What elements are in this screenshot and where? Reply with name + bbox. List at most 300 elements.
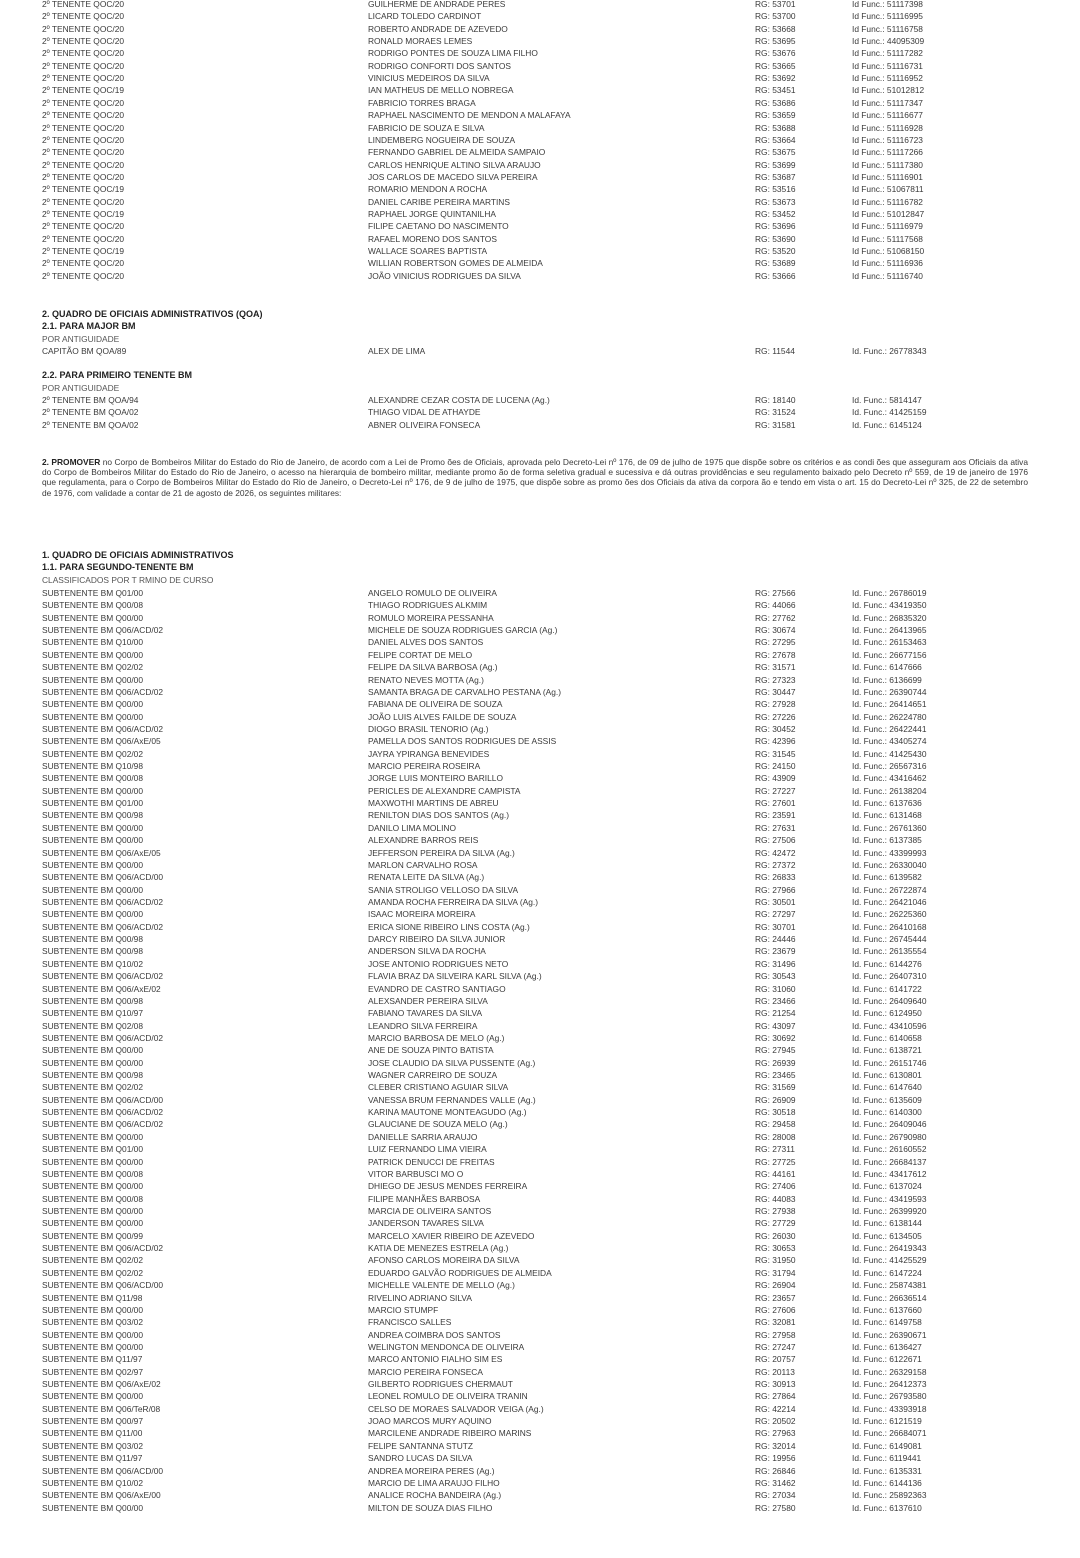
rg-cell: RG: 27928: [755, 699, 796, 710]
rank-cell: SUBTENENTE BM Q02/02: [42, 1255, 143, 1266]
rg-cell: RG: 53699: [755, 159, 796, 170]
rank-cell: 2º TENENTE QOC/20: [42, 0, 125, 9]
table-row: [0, 1032, 1080, 1044]
name-cell: RIVELINO ADRIANO SILVA: [368, 1292, 472, 1303]
id-func-cell: Id. Func.: 6136427: [852, 1341, 922, 1352]
table-row: [0, 723, 1080, 735]
rank-cell: SUBTENENTE BM Q00/00: [42, 1156, 143, 1167]
rank-cell: SUBTENENTE BM Q06/AxE/05: [42, 736, 161, 747]
rank-cell: SUBTENENTE BM Q01/00: [42, 798, 143, 809]
table-row: [0, 1292, 1080, 1304]
name-cell: AFONSO CARLOS MOREIRA DA SILVA: [368, 1255, 520, 1266]
name-cell: MARCO ANTONIO FIALHO SIM ES: [368, 1354, 503, 1365]
rg-cell: RG: 27247: [755, 1341, 796, 1352]
rg-cell: RG: 53666: [755, 270, 796, 281]
id-func-cell: Id Func.: 51116901: [852, 171, 923, 182]
table-row: [0, 1106, 1080, 1118]
name-cell: FILIPE MANHÃES BARBOSA: [368, 1193, 481, 1204]
id-func-cell: Id Func.: 51117380: [852, 159, 923, 170]
rank-cell: SUBTENENTE BM Q06/TeR/08: [42, 1403, 161, 1414]
id-func-cell: Id. Func.: 6141722: [852, 983, 922, 994]
table-row: [0, 1465, 1080, 1477]
rank-cell: SUBTENENTE BM Q10/98: [42, 761, 143, 772]
rg-cell: RG: 27725: [755, 1156, 796, 1167]
name-cell: ANDREA COIMBRA DOS SANTOS: [368, 1329, 501, 1340]
rank-cell: 2º TENENTE BM QOA/94: [42, 395, 139, 405]
id-func-cell: Id. Func.: 6135331: [852, 1465, 922, 1476]
rg-cell: RG: 27406: [755, 1181, 796, 1192]
rg-cell: RG: 27580: [755, 1502, 796, 1513]
name-cell: DIOGO BRASIL TENORIO (Ag.): [368, 723, 489, 734]
id-func-cell: Id. Func.: 26684071: [852, 1428, 927, 1439]
rg-cell: RG: 26939: [755, 1057, 796, 1068]
id-func-cell: Id. Func.: 26677156: [852, 649, 927, 660]
id-func-cell: Id. Func.: 6135609: [852, 1094, 922, 1105]
rank-cell: SUBTENENTE BM Q00/08: [42, 1168, 143, 1179]
rg-cell: RG: 23679: [755, 946, 796, 957]
table-row: [0, 822, 1080, 834]
name-cell: MARLON CARVALHO ROSA: [368, 859, 478, 870]
id-func-cell: Id. Func.: 41425159: [852, 407, 927, 418]
rank-cell: SUBTENENTE BM Q06/ACD/02: [42, 921, 164, 932]
rg-cell: RG: 27566: [755, 588, 796, 598]
table-row: [0, 0, 1080, 10]
table-row: [0, 146, 1080, 158]
id-func-cell: Id Func.: 51117282: [852, 48, 923, 59]
name-cell: RONALD MORAES LEMES: [368, 36, 473, 47]
table-row: [0, 661, 1080, 673]
id-func-cell: Id. Func.: 6147666: [852, 662, 922, 673]
id-func-cell: Id. Func.: 26745444: [852, 934, 927, 945]
rank-cell: SUBTENENTE BM Q00/98: [42, 934, 143, 945]
rank-cell: SUBTENENTE BM Q00/98: [42, 810, 143, 821]
id-func-cell: Id. Func.: 6137636: [852, 798, 922, 809]
rg-cell: RG: 42472: [755, 847, 796, 858]
rank-cell: 2º TENENTE QOC/20: [42, 147, 125, 158]
table-row: [0, 834, 1080, 846]
rg-cell: RG: 26030: [755, 1230, 796, 1241]
name-cell: ROMARIO MENDON A ROCHA: [368, 184, 488, 195]
name-cell: MARCELO XAVIER RIBEIRO DE AZEVEDO: [368, 1230, 535, 1241]
table-row: [0, 1242, 1080, 1254]
rank-cell: 2º TENENTE QOC/19: [42, 246, 125, 256]
rank-cell: 2º TENENTE QOC/20: [42, 270, 125, 281]
rank-cell: SUBTENENTE BM Q00/00: [42, 859, 143, 870]
name-cell: ALEX DE LIMA: [368, 346, 426, 356]
name-cell: DANILO LIMA MOLINO: [368, 822, 456, 833]
table-row: [0, 884, 1080, 896]
table-row: [0, 1304, 1080, 1316]
id-func-cell: Id Func.: 51117266: [852, 147, 923, 158]
rank-cell: SUBTENENTE BM Q10/00: [42, 637, 143, 648]
name-cell: IAN MATHEUS DE MELLO NOBREGA: [368, 85, 514, 96]
rank-cell: SUBTENENTE BM Q06/ACD/02: [42, 723, 164, 734]
subsection-heading-second-lieutenant: 1.1. PARA SEGUNDO-TENENTE BM: [42, 562, 194, 572]
name-cell: CELSO DE MORAES SALVADOR VEIGA (Ag.): [368, 1403, 544, 1414]
id-func-cell: Id. Func.: 26399920: [852, 1206, 927, 1216]
name-cell: DHIEGO DE JESUS MENDES FERREIRA: [368, 1181, 528, 1192]
rg-cell: RG: 27945: [755, 1045, 796, 1056]
rank-cell: 2º TENENTE QOC/20: [42, 258, 125, 269]
rg-cell: RG: 20502: [755, 1416, 796, 1427]
id-func-cell: Id Func.: 51117398: [852, 0, 923, 9]
rg-cell: RG: 44161: [755, 1168, 796, 1179]
table-row: [0, 674, 1080, 686]
id-func-cell: Id. Func.: 26153463: [852, 637, 927, 648]
table-row: [0, 406, 1080, 418]
id-func-cell: Id. Func.: 26410168: [852, 921, 927, 932]
table-row: [0, 1094, 1080, 1106]
rank-cell: SUBTENENTE BM Q00/00: [42, 1206, 143, 1216]
rg-cell: RG: 30452: [755, 723, 796, 734]
id-func-cell: Id Func.: 51116936: [852, 258, 923, 269]
name-cell: JANDERSON TAVARES SILVA: [368, 1218, 484, 1229]
rank-cell: SUBTENENTE BM Q00/00: [42, 909, 143, 920]
rank-cell: 2º TENENTE QOC/20: [42, 233, 125, 244]
rg-cell: RG: 53452: [755, 208, 796, 219]
id-func-cell: Id. Func.: 26419343: [852, 1243, 927, 1254]
rg-cell: RG: 53692: [755, 73, 796, 84]
name-cell: MICHELLE VALENTE DE MELLO (Ag.): [368, 1280, 515, 1291]
rg-cell: RG: 28008: [755, 1131, 796, 1142]
id-func-cell: Id Func.: 51116677: [852, 110, 923, 121]
table-row: [0, 772, 1080, 784]
table-row: [0, 1118, 1080, 1130]
name-cell: JAYRA YPIRANGA BENEVIDES: [368, 748, 490, 759]
rank-cell: SUBTENENTE BM Q02/97: [42, 1366, 143, 1377]
id-func-cell: Id Func.: 51012812: [852, 85, 925, 96]
name-cell: WALLACE SOARES BAPTISTA: [368, 246, 488, 256]
rank-cell: SUBTENENTE BM Q10/02: [42, 1477, 143, 1488]
id-func-cell: Id Func.: 51116723: [852, 134, 923, 145]
rank-cell: 2º TENENTE QOC/19: [42, 184, 125, 195]
name-cell: JORGE LUIS MONTEIRO BARILLO: [368, 773, 503, 784]
id-func-cell: Id Func.: 51117568: [852, 233, 923, 244]
id-func-cell: Id. Func.: 6137024: [852, 1181, 922, 1192]
name-cell: JOÃO VINICIUS RODRIGUES DA SILVA: [368, 270, 521, 281]
rank-cell: 2º TENENTE QOC/20: [42, 48, 125, 59]
id-func-cell: Id. Func.: 26409640: [852, 995, 927, 1006]
name-cell: LEONEL ROMULO DE OLIVEIRA TRANIN: [368, 1391, 528, 1402]
rank-cell: SUBTENENTE BM Q00/08: [42, 773, 143, 784]
rank-cell: SUBTENENTE BM Q06/ACD/02: [42, 686, 164, 697]
id-func-cell: Id. Func.: 6122671: [852, 1354, 922, 1365]
rank-cell: SUBTENENTE BM Q00/00: [42, 822, 143, 833]
table-row: [0, 1279, 1080, 1291]
rank-cell: 2º TENENTE QOC/20: [42, 97, 125, 108]
rank-cell: 2º TENENTE QOC/20: [42, 23, 125, 34]
rank-cell: 2º TENENTE QOC/20: [42, 122, 125, 133]
rank-cell: SUBTENENTE BM Q02/02: [42, 748, 143, 759]
table-row: [0, 1440, 1080, 1452]
table-row: [0, 1366, 1080, 1378]
id-func-cell: Id. Func.: 26684137: [852, 1156, 927, 1167]
rg-cell: RG: 31545: [755, 748, 796, 759]
id-func-cell: Id Func.: 44095309: [852, 36, 925, 47]
rg-cell: RG: 31060: [755, 983, 796, 994]
rank-cell: SUBTENENTE BM Q11/97: [42, 1354, 143, 1365]
table-row: [0, 958, 1080, 970]
rg-cell: RG: 53700: [755, 11, 796, 22]
id-func-cell: Id Func.: 51068150: [852, 246, 925, 256]
rank-cell: SUBTENENTE BM Q00/99: [42, 1230, 143, 1241]
table-row: [0, 970, 1080, 982]
name-cell: ALEXANDRE BARROS REIS: [368, 835, 479, 846]
table-row: [0, 896, 1080, 908]
id-func-cell: Id. Func.: 26329158: [852, 1366, 927, 1377]
id-func-cell: Id. Func.: 6136699: [852, 674, 922, 685]
name-cell: FRANCISCO SALLES: [368, 1317, 452, 1328]
table-row: [0, 196, 1080, 208]
name-cell: RODRIGO CONFORTI DOS SANTOS: [368, 60, 512, 71]
id-func-cell: Id. Func.: 26160552: [852, 1144, 927, 1155]
id-func-cell: Id. Func.: 26778343: [852, 346, 927, 356]
rg-cell: RG: 20757: [755, 1354, 796, 1365]
name-cell: ROMULO MOREIRA PESSANHA: [368, 612, 494, 623]
table-row: [0, 908, 1080, 920]
table-row: [0, 84, 1080, 96]
rank-cell: SUBTENENTE BM Q02/08: [42, 1020, 143, 1031]
name-cell: FELIPE CORTAT DE MELO: [368, 649, 473, 660]
rg-cell: RG: 24446: [755, 934, 796, 945]
id-func-cell: Id Func.: 51116995: [852, 11, 923, 22]
name-cell: MILTON DE SOUZA DIAS FILHO: [368, 1502, 493, 1513]
table-row: [0, 983, 1080, 995]
id-func-cell: Id. Func.: 26414651: [852, 699, 927, 710]
rank-cell: SUBTENENTE BM Q00/98: [42, 995, 143, 1006]
table-row: [0, 23, 1080, 35]
table-row: [0, 1168, 1080, 1180]
table-row: [0, 47, 1080, 59]
name-cell: VITOR BARBUSCI MO O: [368, 1168, 464, 1179]
rank-cell: 2º TENENTE QOC/20: [42, 196, 125, 207]
table-row: [0, 797, 1080, 809]
rg-cell: RG: 26846: [755, 1465, 796, 1476]
rg-cell: RG: 27311: [755, 1144, 795, 1155]
rg-cell: RG: 53664: [755, 134, 796, 145]
id-func-cell: Id. Func.: 41425529: [852, 1255, 927, 1266]
table-row: [0, 599, 1080, 611]
name-cell: CARLOS HENRIQUE ALTINO SILVA ARAUJO: [368, 159, 541, 170]
id-func-cell: Id. Func.: 26790980: [852, 1131, 927, 1142]
id-func-cell: Id. Func.: 41425430: [852, 748, 927, 759]
rg-cell: RG: 27295: [755, 637, 796, 648]
rank-cell: SUBTENENTE BM Q00/00: [42, 1329, 143, 1340]
rg-cell: RG: 30701: [755, 921, 796, 932]
rg-cell: RG: 21254: [755, 1008, 796, 1019]
rg-cell: RG: 53690: [755, 233, 796, 244]
id-func-cell: Id Func.: 51116928: [852, 122, 923, 133]
id-func-cell: Id. Func.: 6140658: [852, 1032, 922, 1043]
rank-cell: SUBTENENTE BM Q00/00: [42, 1045, 143, 1056]
rank-cell: 2º TENENTE QOC/20: [42, 60, 125, 71]
rank-cell: SUBTENENTE BM Q06/ACD/00: [42, 1094, 164, 1105]
name-cell: ERICA SIONE RIBEIRO LINS COSTA (Ag.): [368, 921, 530, 932]
table-row: [0, 649, 1080, 661]
rg-cell: RG: 27297: [755, 909, 796, 920]
table-row: [0, 245, 1080, 257]
name-cell: JOSE ANTONIO RODRIGUES NETO: [368, 958, 509, 969]
name-cell: RAPHAEL JORGE QUINTANILHA: [368, 208, 496, 219]
name-cell: VANESSA BRUM FERNANDES VALLE (Ag.): [368, 1094, 536, 1105]
id-func-cell: Id. Func.: 6145124: [852, 419, 922, 430]
rg-cell: RG: 31950: [755, 1255, 796, 1266]
name-cell: FLAVIA BRAZ DA SILVEIRA KARL SILVA (Ag.): [368, 971, 542, 982]
id-func-cell: Id. Func.: 26567316: [852, 761, 927, 772]
table-row: [0, 587, 1080, 599]
name-cell: FABIANA DE OLIVEIRA DE SOUZA: [368, 699, 503, 710]
name-cell: PAMELLA DOS SANTOS RODRIGUES DE ASSIS: [368, 736, 557, 747]
rank-cell: 2º TENENTE QOC/20: [42, 134, 125, 145]
rg-cell: RG: 27506: [755, 835, 796, 846]
rg-cell: RG: 27938: [755, 1206, 796, 1216]
rank-cell: SUBTENENTE BM Q11/00: [42, 1428, 143, 1439]
id-func-cell: Id. Func.: 6147224: [852, 1267, 922, 1278]
id-func-cell: Id. Func.: 6134505: [852, 1230, 922, 1241]
id-func-cell: Id. Func.: 26761360: [852, 822, 927, 833]
id-func-cell: Id. Func.: 43399993: [852, 847, 927, 858]
id-func-cell: Id. Func.: 26636514: [852, 1292, 927, 1303]
name-cell: KARINA MAUTONE MONTEAGUDO (Ag.): [368, 1107, 527, 1118]
rg-cell: RG: 30518: [755, 1107, 796, 1118]
rank-cell: SUBTENENTE BM Q00/00: [42, 835, 143, 846]
rg-cell: RG: 53668: [755, 23, 796, 34]
rg-cell: RG: 32081: [755, 1317, 796, 1328]
rank-cell: SUBTENENTE BM Q06/ACD/02: [42, 971, 164, 982]
id-func-cell: Id. Func.: 43393918: [852, 1403, 927, 1414]
id-func-cell: Id. Func.: 6137385: [852, 835, 922, 846]
rg-cell: RG: 24150: [755, 761, 796, 772]
rank-cell: SUBTENENTE BM Q00/00: [42, 1181, 143, 1192]
id-func-cell: Id Func.: 51116740: [852, 270, 923, 281]
name-cell: MARCIO BARBOSA DE MELO (Ag.): [368, 1032, 505, 1043]
table-row: [0, 1230, 1080, 1242]
rank-cell: 2º TENENTE QOC/20: [42, 110, 125, 121]
id-func-cell: Id. Func.: 6121519: [852, 1416, 922, 1427]
name-cell: JOÃO LUIS ALVES FAILDE DE SOUZA: [368, 711, 517, 722]
rg-cell: RG: 27631: [755, 822, 796, 833]
name-cell: FABIANO TAVARES DA SILVA: [368, 1008, 483, 1019]
id-func-cell: Id Func.: 51116758: [852, 23, 923, 34]
rg-cell: RG: 23591: [755, 810, 796, 821]
name-cell: FABRICIO TORRES BRAGA: [368, 97, 476, 108]
rg-cell: RG: 27606: [755, 1304, 796, 1315]
table-row: [0, 1353, 1080, 1365]
rg-cell: RG: 27601: [755, 798, 796, 809]
name-cell: JOS CARLOS DE MACEDO SILVA PEREIRA: [368, 171, 538, 182]
rg-cell: RG: 23466: [755, 995, 796, 1006]
table-row: [0, 109, 1080, 121]
rank-cell: 2º TENENTE QOC/20: [42, 171, 125, 182]
rg-cell: RG: 53516: [755, 184, 796, 195]
name-cell: WELINGTON MENDONCA DE OLIVEIRA: [368, 1341, 525, 1352]
id-func-cell: Id. Func.: 26138204: [852, 785, 927, 796]
id-func-cell: Id. Func.: 26793580: [852, 1391, 927, 1402]
rg-cell: RG: 27372: [755, 859, 796, 870]
name-cell: MARCIO PEREIRA ROSEIRA: [368, 761, 481, 772]
id-func-cell: Id. Func.: 25892363: [852, 1490, 927, 1501]
table-row: [0, 785, 1080, 797]
id-func-cell: Id. Func.: 43419593: [852, 1193, 927, 1204]
rg-cell: RG: 53695: [755, 36, 796, 47]
rank-cell: 2º TENENTE BM QOA/02: [42, 419, 139, 430]
table-row: [0, 711, 1080, 723]
id-func-cell: Id. Func.: 6130801: [852, 1070, 922, 1081]
id-func-cell: Id. Func.: 26786019: [852, 588, 927, 598]
rg-cell: RG: 30674: [755, 625, 796, 636]
name-cell: GUILHERME DE ANDRADE PERES: [368, 0, 506, 9]
name-cell: PATRICK DENUCCI DE FREITAS: [368, 1156, 495, 1167]
rg-cell: RG: 27963: [755, 1428, 796, 1439]
table-row: [0, 636, 1080, 648]
rank-cell: 2º TENENTE QOC/19: [42, 208, 125, 219]
rg-cell: RG: 29458: [755, 1119, 796, 1130]
table-row: [0, 748, 1080, 760]
name-cell: LICARD TOLEDO CARDINOT: [368, 11, 482, 22]
rank-cell: SUBTENENTE BM Q06/AxE/02: [42, 983, 161, 994]
name-cell: EVANDRO DE CASTRO SANTIAGO: [368, 983, 506, 994]
rg-cell: RG: 53675: [755, 147, 796, 158]
name-cell: MAXWOTHI MARTINS DE ABREU: [368, 798, 499, 809]
name-cell: RAFAEL MORENO DOS SANTOS: [368, 233, 497, 244]
id-func-cell: Id. Func.: 5814147: [852, 395, 922, 405]
rank-cell: SUBTENENTE BM Q06/ACD/02: [42, 1119, 164, 1130]
id-func-cell: Id Func.: 51116731: [852, 60, 923, 71]
table-row: [0, 10, 1080, 22]
rank-cell: 2º TENENTE BM QOA/02: [42, 407, 139, 418]
name-cell: JEFFERSON PEREIRA DA SILVA (Ag.): [368, 847, 515, 858]
name-cell: RODRIGO PONTES DE SOUZA LIMA FILHO: [368, 48, 538, 59]
rg-cell: RG: 31524: [755, 407, 796, 418]
rg-cell: RG: 31794: [755, 1267, 796, 1278]
rank-cell: SUBTENENTE BM Q00/00: [42, 711, 143, 722]
name-cell: MARCILENE ANDRADE RIBEIRO MARINS: [368, 1428, 532, 1439]
table-row: [0, 1020, 1080, 1032]
rg-cell: RG: 27678: [755, 649, 796, 660]
section-heading-qoa: 2. QUADRO DE OFICIAIS ADMINISTRATIVOS (QOA): [42, 309, 263, 319]
table-row: [0, 220, 1080, 232]
id-func-cell: Id. Func.: 6137660: [852, 1304, 922, 1315]
rank-cell: SUBTENENTE BM Q06/AxE/05: [42, 847, 161, 858]
table-row: [0, 871, 1080, 883]
id-func-cell: Id. Func.: 6149758: [852, 1317, 922, 1328]
id-func-cell: Id. Func.: 6147640: [852, 1082, 922, 1093]
table-row: [0, 72, 1080, 84]
name-cell: RENILTON DIAS DOS SANTOS (Ag.): [368, 810, 510, 821]
table-row: [0, 1316, 1080, 1328]
name-cell: DANIELLE SARRIA ARAUJO: [368, 1131, 478, 1142]
name-cell: FILIPE CAETANO DO NASCIMENTO: [368, 221, 509, 232]
promover-text: no Corpo de Bombeiros Militar do Estado do Rio de Janeiro, de acordo com a Lei de Promo ões de Oficiais, aprovada pelo Decreto-Lei nº 176, de 09 de julho de 1975 que dispõe sobre os critérios e as condi ões que asseguram aos Oficiais da ativa do Corpo de Bombeiros Militar do Estado do Rio de Janeiro, o acesso na hierarquia de bombeiro militar, mediante promo ão de forma seletiva gradual e sucessiva e dá outras providências e seu regulamento baixado pelo Decreto nº 559, de 19 de janeiro de 1976 que regulamenta, para o Corpo de Bombeiros Militar do Estado do Rio de Janeiro, o Decreto-Lei nº 176, de 9 de julho de 1975, que dispõe sobre as promo ões dos Oficiais da ativa da corpora ão e tendo em vista o art. 15 do Decreto-Lei nº 325, de 22 de setembro de 1976, com validade a contar de 21 de agosto de 2026, os seguintes militares:: [42, 457, 1029, 498]
rank-cell: SUBTENENTE BM Q00/00: [42, 884, 143, 895]
name-cell: LINDEMBERG NOGUEIRA DE SOUZA: [368, 134, 516, 145]
id-func-cell: Id. Func.: 43416462: [852, 773, 927, 784]
name-cell: MARCIA DE OLIVEIRA SANTOS: [368, 1206, 492, 1216]
table-row: [0, 1427, 1080, 1439]
rank-cell: SUBTENENTE BM Q00/08: [42, 1193, 143, 1204]
name-cell: FABRICIO DE SOUZA E SILVA: [368, 122, 485, 133]
rank-cell: 2º TENENTE QOC/20: [42, 36, 125, 47]
rg-cell: RG: 27034: [755, 1490, 796, 1501]
id-func-cell: Id. Func.: 26835320: [852, 612, 927, 623]
rg-cell: RG: 26909: [755, 1094, 796, 1105]
name-cell: MARCIO PEREIRA FONSECA: [368, 1366, 483, 1377]
subsection-heading-first-lieutenant: 2.2. PARA PRIMEIRO TENENTE BM: [42, 370, 193, 380]
table-row: [0, 1502, 1080, 1514]
table-row: [0, 1329, 1080, 1341]
name-cell: FELIPE SANTANNA STUTZ: [368, 1440, 474, 1451]
rank-cell: SUBTENENTE BM Q10/02: [42, 958, 143, 969]
